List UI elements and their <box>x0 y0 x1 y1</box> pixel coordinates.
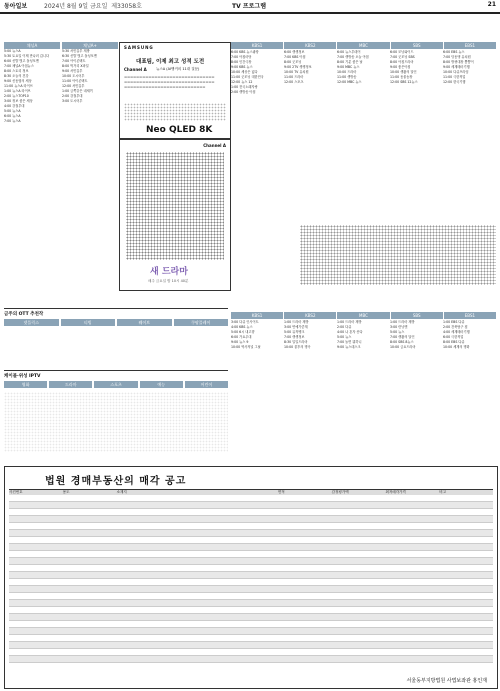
program-entry: 1:00 EBS 다큐 <box>443 320 465 324</box>
ebs1-listing-bottom <box>443 320 496 458</box>
program-entry: 2:00 다큐 <box>337 325 352 329</box>
issue-date: 2024년 8월 9일 금요일 제33058호 <box>44 3 142 10</box>
ad-channel-logo: Channel A <box>124 67 147 72</box>
genre-header: 어린이 <box>185 381 228 388</box>
program-entry: 5:00 뉴스A <box>4 49 21 53</box>
program-entry: 7:00 아이콘택트 <box>62 59 86 63</box>
program-entry: 5:00 뮤직뱅크 <box>284 330 305 334</box>
table-row <box>9 579 493 586</box>
table-row <box>9 656 493 663</box>
program-entry: 10:00 다큐프라임 <box>443 70 469 74</box>
header-ebs1-bottom: EBS1 <box>444 312 496 319</box>
program-entry: 8:00 인간극장 <box>231 60 252 64</box>
program-entry: 9:00 2TV 생생정보 <box>284 65 312 69</box>
program-entry: 6:00 극한직업 <box>443 335 464 339</box>
program-entry: 7:00 KBS 아침 <box>284 55 306 59</box>
channel-a-column <box>4 42 60 124</box>
program-entry: 8:30 오늘의 건강 <box>4 74 29 78</box>
program-entry: 7:00 뉴스A <box>4 119 21 123</box>
ott-header: 넷플릭스 <box>4 319 59 326</box>
header-kbs1-bottom: KBS1 <box>231 312 283 319</box>
header-mbc-bottom: MBC <box>337 312 389 319</box>
program-entry: 3:00 런닝맨 <box>390 325 408 329</box>
ott-title: 금주의 OTT 추천작 <box>4 312 44 317</box>
table-row <box>9 635 493 642</box>
mbc-listing-bottom <box>337 320 389 458</box>
program-entry: 11:00 동물농장 <box>390 75 413 79</box>
notice-table <box>9 489 493 663</box>
court-auction-notice <box>4 466 498 689</box>
table-row <box>9 607 493 614</box>
program-entry: 1:00 뉴스A 라이브 <box>4 89 31 93</box>
program-entry: 8:00 SBS 8뉴스 <box>390 340 414 344</box>
program-entry: 8:00 기분 좋은 날 <box>337 60 363 64</box>
program-entry: 8:00 스토리 정보 <box>4 69 29 73</box>
program-entry: 2:00 뉴스TOP10 <box>4 94 29 98</box>
program-entry: 4:00 나 혼자 산다 <box>337 330 363 334</box>
ott-header: 티빙 <box>61 319 116 326</box>
drama-ad <box>119 139 231 291</box>
column-header: 채널A <box>4 42 60 49</box>
table-row <box>9 551 493 558</box>
program-entry: 8:30 일일드라마 <box>284 340 308 344</box>
genre-header: 예능 <box>140 381 183 388</box>
program-entry: 6:00 모닝와이드 <box>390 50 414 54</box>
notice-title: 법원 경매부동산의 매각 공고 <box>45 476 187 487</box>
program-entry: 4:00 세계테마기행 <box>443 330 470 334</box>
program-entry: 6:00 KBS 뉴스광장 <box>231 50 259 54</box>
table-row <box>9 621 493 628</box>
program-entry: 7:00 생활의 달인 <box>390 335 415 339</box>
header-kbs2-bottom: KBS2 <box>284 312 336 319</box>
ad-time-slot: 뉴스A (AI앵커의 11대 질문) <box>156 67 200 71</box>
notice-col-header: 용도 <box>62 490 70 494</box>
program-entry: 11:00 드라마 <box>284 75 304 79</box>
program-entry: 10:00 TV 유치원 <box>284 70 309 74</box>
bottom-channel-headers <box>231 312 496 319</box>
program-entry: 3:00 정보 좋은 세상 <box>4 99 33 103</box>
program-entry: 11:00 극한직업 <box>443 75 466 79</box>
drama-title: 새 드라마 <box>150 267 188 277</box>
section-title: TV 프로그램 <box>232 3 267 10</box>
table-row <box>9 530 493 537</box>
header-mbc: MBC <box>337 42 389 49</box>
kbs1-listing <box>231 50 283 290</box>
program-entry: 6:00 생생정보 <box>284 50 305 54</box>
program-entry: 9:00 MBC 뉴스 <box>337 65 360 69</box>
program-entry: 5:30 토요일 이제 만나러 갑니다 <box>4 54 50 58</box>
ad-headline: 대표팀, 이제 최고 성적 도전 <box>136 59 205 65</box>
table-row <box>9 614 493 621</box>
program-entry: 10:00 세상은 넓다 <box>231 70 258 74</box>
program-entry: 2:00 강철부대 <box>62 94 83 98</box>
table-row <box>9 544 493 551</box>
drama-ad-channel-logo: Channel A <box>203 143 226 148</box>
program-entry: 10:00 도시어부 <box>62 74 85 78</box>
channel-a-listing <box>4 49 60 124</box>
genre-listing <box>4 392 228 452</box>
program-entry: 9:00 좋은아침 <box>390 65 411 69</box>
channel-a-plus-listing <box>62 49 118 104</box>
program-entry: 7:00 생방송 오늘 아침 <box>337 55 369 59</box>
program-entry: 8:00 EBS 다큐 <box>443 340 465 344</box>
program-entry: 10:00 역사저널 그날 <box>231 345 261 349</box>
program-entry: 8:00 방귀대장 뿡뿡이 <box>443 60 474 64</box>
program-entry: 6:00 뉴스투데이 <box>337 50 361 54</box>
program-entry: 1:00 전국노래자랑 <box>231 85 258 89</box>
table-row <box>9 523 493 530</box>
genre-section <box>4 370 228 461</box>
program-entry: 12:00 뉴스 12 <box>231 80 253 84</box>
samsung-logo: SAMSUNG <box>124 45 154 50</box>
program-entry: 7:00 놀면 뭐하니 <box>337 340 362 344</box>
program-entry: 7:00 딩동댕 유치원 <box>443 55 471 59</box>
table-row <box>9 495 493 502</box>
program-entry: 5:00 뉴스 <box>337 335 352 339</box>
program-entry: 9:00 뉴스데스크 <box>337 345 361 349</box>
program-entry: 7:00 채널A 아침뉴스 <box>4 64 34 68</box>
genre-header: 영화 <box>4 381 47 388</box>
program-entry: 6:00 신발 벗고 돌싱포맨 <box>4 59 39 63</box>
table-row <box>9 516 493 523</box>
program-entry: 4:00 강철부대 <box>4 104 25 108</box>
table-row <box>9 642 493 649</box>
program-entry: 7:00 굿모닝 SBS <box>390 55 415 59</box>
ott-header: 쿠팡플레이 <box>174 319 229 326</box>
program-entry: 3:00 연예가중계 <box>284 325 308 329</box>
kbs1-listing-bottom <box>231 320 283 458</box>
program-entry: 6:30 신발 벗고 돌싱포맨 <box>62 54 97 58</box>
program-entry: 10:00 세계의 명화 <box>443 345 470 349</box>
kbs2-listing-bottom <box>284 320 336 458</box>
ad-body-text: ▬▬▬▬▬▬▬▬▬▬▬▬▬▬▬▬▬▬▬▬▬▬▬▬▬▬▬▬▬▬ ▬▬▬▬▬▬▬▬▬▬▬▬▬▬▬▬▬▬▬▬▬▬▬▬▬▬▬▬▬▬ ▬▬▬▬▬▬▬▬▬▬▬▬▬▬▬▬▬▬▬▬▬▬▬▬▬▬▬ <box>124 75 215 89</box>
program-entry: 11:00 뉴스A 라이브 <box>4 84 33 88</box>
table-row <box>9 600 493 607</box>
program-entry: 11:00 생방송 <box>337 75 357 79</box>
page-number: 21 <box>487 1 496 8</box>
table-row <box>9 558 493 565</box>
program-entry: 3:00 다큐 인사이트 <box>231 320 259 324</box>
genre-header: 스포츠 <box>94 381 137 388</box>
top-channel-headers <box>231 42 496 49</box>
program-entry: 9:00 KBS 뉴스 <box>231 65 253 69</box>
samsung-ad <box>119 42 231 139</box>
table-row <box>9 537 493 544</box>
notice-col-header: 면적 <box>277 490 285 494</box>
program-photo <box>300 225 496 285</box>
program-entry: 9:00 뉴스 9 <box>231 340 249 344</box>
product-name: Neo QLED 8K <box>146 125 213 135</box>
program-entry: 8:00 먹거리 X파일 <box>62 64 89 68</box>
program-entry: 10:00 드라마 <box>337 70 357 74</box>
genre-title: 케이블·위성 IPTV <box>4 374 41 379</box>
program-entry: 1:00 드라마 재방 <box>390 320 415 324</box>
notice-table-header <box>9 490 493 495</box>
program-entry: 11:00 굿모닝 대한민국 <box>231 75 264 79</box>
program-entry: 9:00 세계테마기행 <box>443 65 470 69</box>
tv-image <box>124 103 226 121</box>
notice-col-header: 최저매각가격 <box>385 490 406 494</box>
notice-col-header: 소재지 <box>116 490 127 494</box>
table-row <box>9 502 493 509</box>
column-header: 채널A+ <box>62 42 118 49</box>
table-row <box>9 509 493 516</box>
table-row <box>9 572 493 579</box>
program-entry: 12:00 서민갑부 <box>62 84 85 88</box>
program-entry: 10:00 금요드라마 <box>390 345 416 349</box>
header-kbs1: KBS1 <box>231 42 283 49</box>
program-entry: 5:30 서민갑부 재방 <box>62 49 90 53</box>
ott-header: 웨이브 <box>117 319 172 326</box>
program-entry: 12:00 한국기행 <box>443 80 466 84</box>
program-entry: 4:00 KBS 뉴스 <box>231 325 253 329</box>
table-row <box>9 628 493 635</box>
program-entry: 12:00 SBS 12뉴스 <box>390 80 418 84</box>
program-entry: 8:00 아침드라마 <box>390 60 414 64</box>
header-kbs2: KBS2 <box>284 42 336 49</box>
program-entry: 9:00 서민갑부 <box>62 69 83 73</box>
program-entry: 7:00 생생정보 <box>284 335 305 339</box>
program-entry: 6:00 EBS 뉴스 <box>443 50 465 54</box>
program-entry: 10:00 불후의 명곡 <box>284 345 311 349</box>
genre-header: 드라마 <box>49 381 92 388</box>
drama-cast-photo <box>126 152 224 260</box>
program-entry: 6:00 뉴스A <box>4 114 21 118</box>
program-entry: 1:00 드라마 재방 <box>337 320 362 324</box>
publication-name: 동아일보 <box>4 3 28 10</box>
program-entry: 6:00 가요무대 <box>231 335 252 339</box>
program-entry: 10:00 생활의 달인 <box>390 70 417 74</box>
program-entry: 7:00 아침마당 <box>231 55 252 59</box>
program-entry: 5:00 6시 내고향 <box>231 330 255 334</box>
program-entry: 1:00 드라마 재방 <box>284 320 309 324</box>
ott-section <box>4 308 228 369</box>
program-entry: 8:00 굿모닝 <box>284 60 302 64</box>
notice-col-header: 비고 <box>439 490 446 494</box>
ott-headers <box>4 319 228 326</box>
notice-col-header: 감정평가액 <box>331 490 349 494</box>
drama-caption: 매주 금요일 밤 10시 40분 <box>148 279 189 283</box>
table-row <box>9 565 493 572</box>
genre-headers <box>4 381 228 388</box>
table-row <box>9 586 493 593</box>
program-entry: 12:00 MBC 뉴스 <box>337 80 362 84</box>
program-entry: 2:00 건축탐구 집 <box>443 325 468 329</box>
program-entry: 5:00 뉴스A <box>4 109 21 113</box>
channel-a-plus-column <box>62 42 118 104</box>
table-row <box>9 649 493 656</box>
program-entry: 11:00 아이콘택트 <box>62 79 88 83</box>
table-row <box>9 593 493 600</box>
header-sbs: SBS <box>391 42 443 49</box>
masthead <box>0 0 500 14</box>
header-ebs1: EBS1 <box>444 42 496 49</box>
program-entry: 1:00 금쪽같은 내새끼 <box>62 89 93 93</box>
notice-col-header: 사건번호 <box>9 490 23 494</box>
program-entry: 2:00 생방송 아침 <box>231 90 256 94</box>
program-entry: 9:00 신동엽의 세상 <box>4 79 32 83</box>
notice-footer: 서울동부지방법원 사법보좌관 홍인재 <box>406 678 487 684</box>
notice-table-rows <box>9 495 493 663</box>
program-entry: 5:00 뉴스 <box>390 330 405 334</box>
sbs-listing-bottom <box>390 320 442 458</box>
header-sbs-bottom: SBS <box>391 312 443 319</box>
program-entry: 12:00 스포츠 <box>284 80 304 84</box>
program-entry: 3:00 도시어부 <box>62 99 83 103</box>
